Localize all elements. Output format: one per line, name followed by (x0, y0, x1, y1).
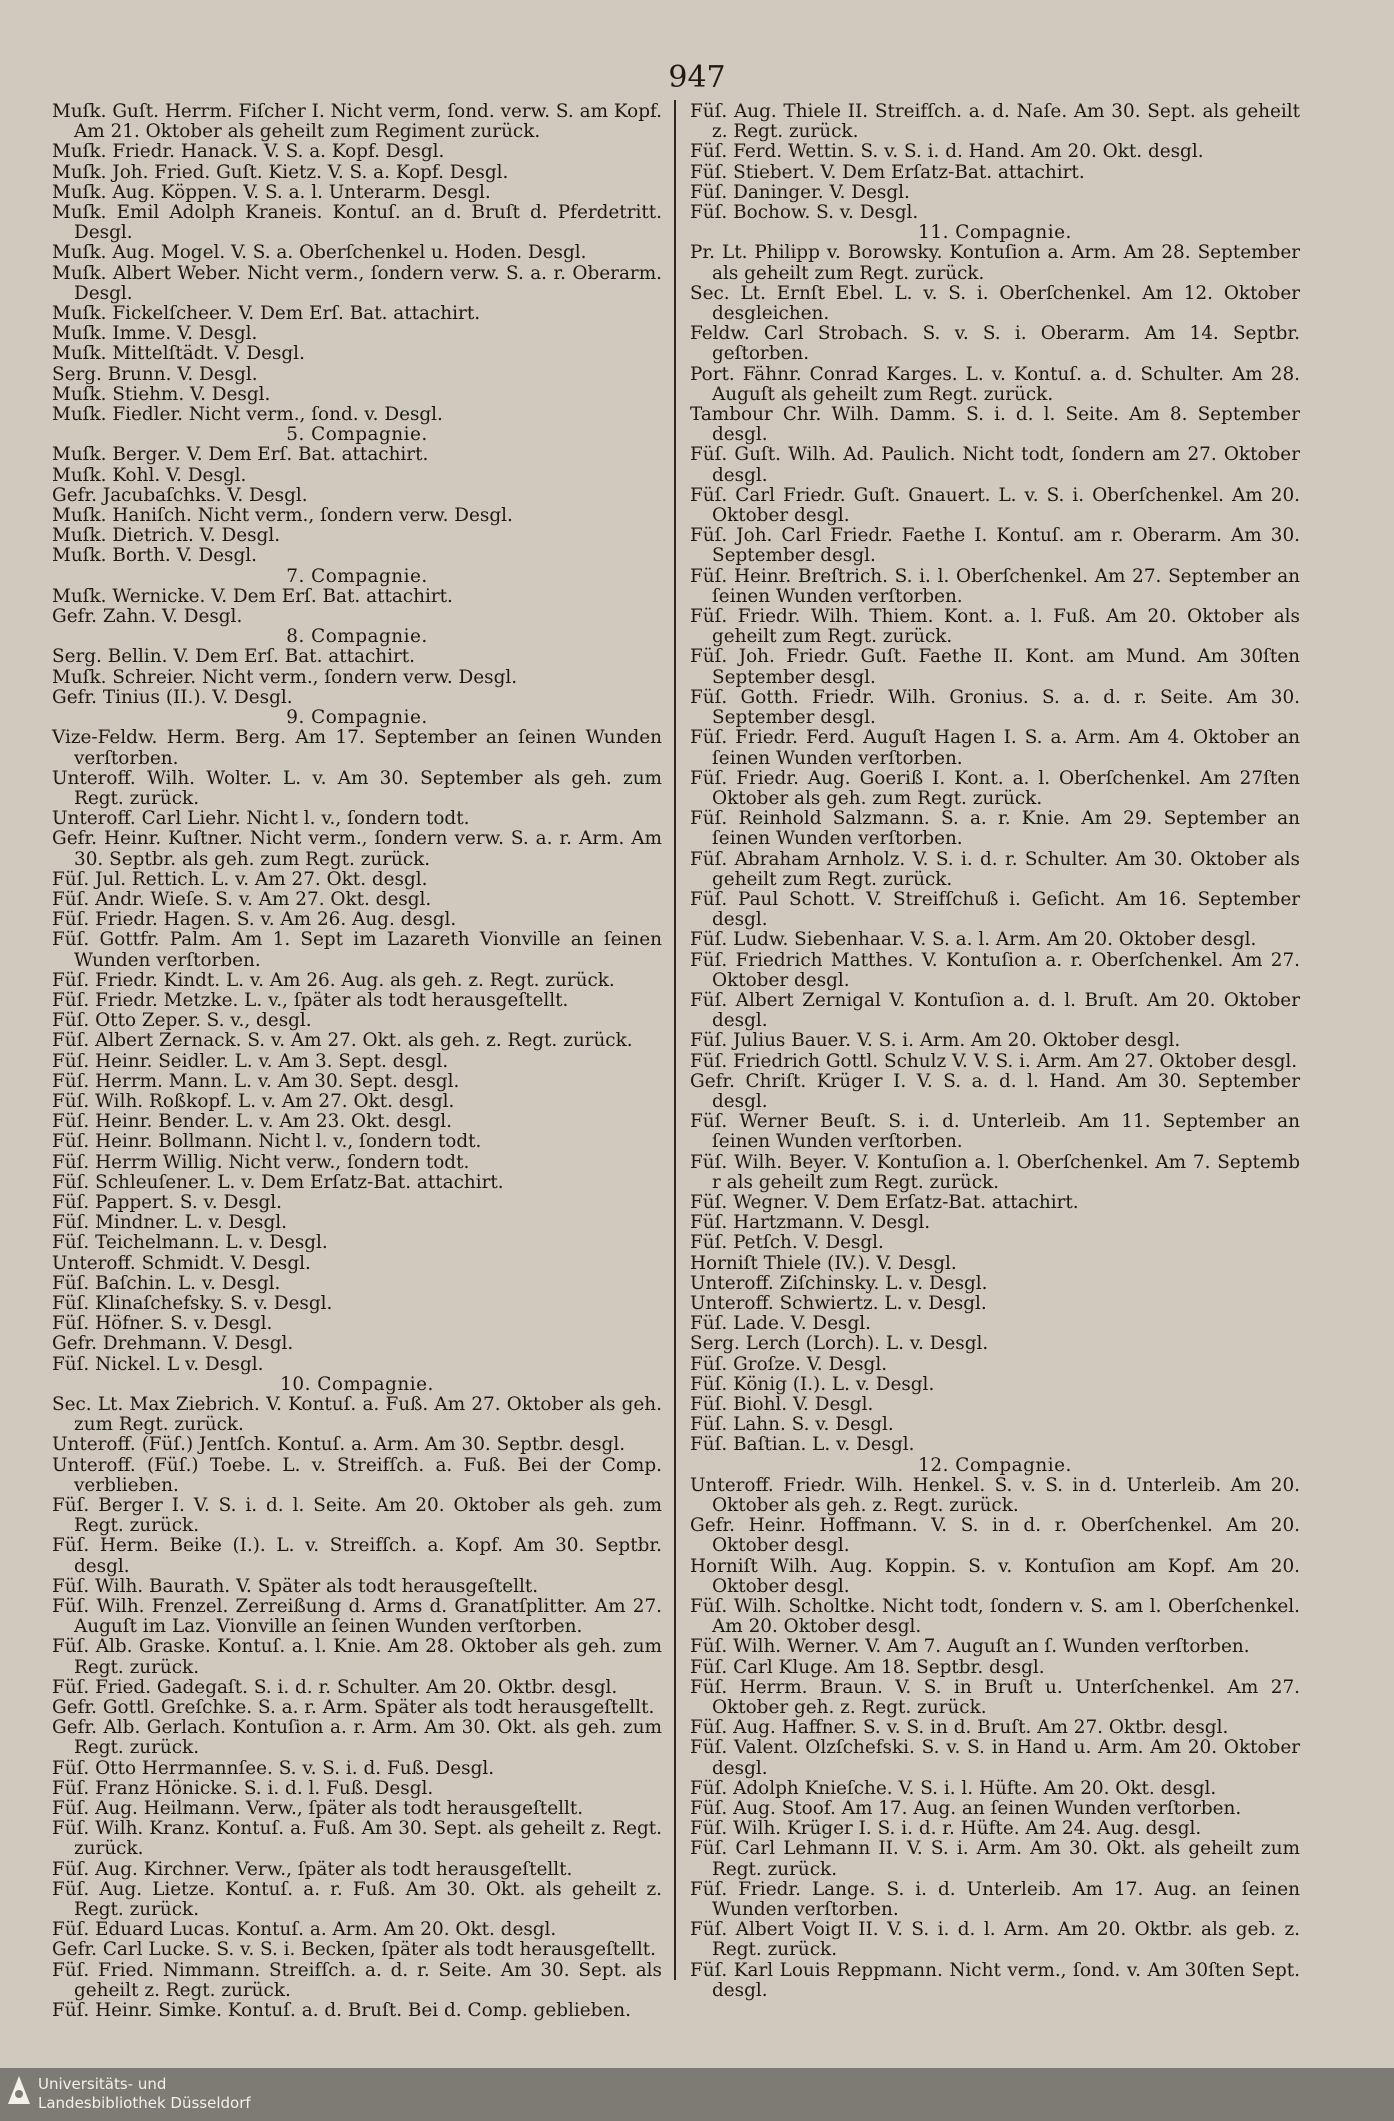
roster-entry: Füſ. Otto Herrmannſee. S. v. S. i. d. Fuß. Desgl. (52, 1757, 495, 1779)
roster-entry: Feldw. Carl Strobach. S. v. S. i. Oberarm. Am 14. Septbr. geſtorben. (690, 323, 1300, 365)
roster-entry: Füſ. Albert Zernack. S. v. Am 27. Okt. als geh. z. Regt. zurück. (52, 1030, 633, 1052)
roster-entry: Serg. Lerch (Lorch). L. v. Desgl. (690, 1333, 989, 1355)
roster-entry: Füſ. Andr. Wieſe. S. v. Am 27. Okt. desgl. (52, 888, 432, 910)
roster-entry: Füſ. Heinr. Seidler. L. v. Am 3. Sept. desgl. (52, 1050, 449, 1072)
roster-entry: Pr. Lt. Philipp v. Borowsky. Kontuſion a. Arm. Am 28. September als geheilt zum Regt. zurück. (690, 242, 1300, 284)
roster-entry: Füſ. Wilh. Frenzel. Zerreißung d. Arms d. Granatſplitter. Am 27. Auguſt im Laz. Vionville an ſeinen Wunden verſtorben. (52, 1596, 662, 1638)
company-heading: 10. Compagnie. (280, 1373, 434, 1395)
roster-entry: Füſ. Carl Lehmann II. V. S. i. Arm. Am 30. Okt. als geheilt zum Regt. zurück. (690, 1838, 1300, 1880)
roster-entry: Füſ. Paul Schott. V. Streifſchuß i. Geſicht. Am 16. September desgl. (690, 888, 1300, 931)
roster-entry: Füſ. Friedr. Metzke. L. v., ſpäter als todt herausgeſtellt. (52, 989, 569, 1011)
roster-entry: Füſ. Baſtian. L. v. Desgl. (690, 1434, 915, 1456)
roster-entry: Horniſt Wilh. Aug. Koppin. S. v. Kontuſion am Kopf. Am 20. Oktober desgl. (690, 1555, 1300, 1597)
roster-entry: Füſ. Friedr. Aug. Goeriß I. Kont. a. l. Oberſchenkel. Am 27ſten Oktober als geh. zum Regt. zurück. (690, 767, 1300, 809)
roster-entry: Füſ. Biohl. V. Desgl. (690, 1394, 874, 1415)
roster-entry: Füſ. Friedr. Kindt. L. v. Am 26. Aug. als geh. z. Regt. zurück. (52, 969, 615, 991)
roster-entry: Füſ. Eduard Lucas. Kontuſ. a. Arm. Am 20. Okt. desgl. (52, 1919, 557, 1941)
company-heading: 5. Compagnie. (286, 424, 428, 446)
roster-entry: Serg. Brunn. V. Desgl. (52, 363, 258, 385)
roster-entry: Füſ. Friedr. Wilh. Thiem. Kont. a. l. Fuß. Am 20. Oktober als geheilt zum Regt. zurück. (690, 606, 1300, 648)
roster-entry: Füſ. Teichelmann. L. v. Desgl. (52, 1232, 328, 1254)
roster-entry: Füſ. Herm. Beike (I.). L. v. Streifſch. a. Kopf. Am 30. Septbr. desgl. (52, 1535, 662, 1577)
roster-entry: Gefr. Carl Lucke. S. v. S. i. Becken, ſpäter als todt herausgeſtellt. (52, 1939, 657, 1961)
company-heading: 11. Compagnie. (918, 222, 1072, 244)
roster-entry: Gefr. Zahn. V. Desgl. (52, 606, 243, 628)
roster-entry: Gefr. Tinius (II.). V. Desgl. (52, 686, 293, 708)
roster-entry: Füſ. Wilh. Baurath. V. Später als todt herausgeſtellt. (52, 1575, 539, 1597)
roster-entry: Füſ. Aug. Thiele II. Streifſch. a. d. Naſe. Am 30. Sept. als geheilt z. Regt. zurück. (690, 101, 1300, 143)
roster-entry: Gefr. Jacubaſchks. V. Desgl. (52, 484, 308, 506)
roster-entry: Füſ. Daninger. V. Desgl. (690, 181, 910, 203)
roster-entry: Füſ. Friedr. Hagen. S. v. Am 26. Aug. desgl. (52, 909, 457, 931)
roster-entry: Muſk. Wernicke. V. Dem Erſ. Bat. attachirt. (52, 585, 453, 607)
roster-entry: Füſ. Friedr. Ferd. Auguſt Hagen I. S. a. Arm. Am 4. Oktober an ſeinen Wunden verſtorben. (690, 727, 1300, 769)
roster-entry: Muſk. Albert Weber. Nicht verm., ſondern verw. S. a. r. Oberarm. Desgl. (52, 262, 662, 304)
roster-entry: Füſ. Aug. Kirchner. Verw., ſpäter als todt herausgeſtellt. (52, 1858, 573, 1880)
roster-entry: Füſ. Lahn. S. v. Desgl. (690, 1414, 894, 1436)
roster-entry: Muſk. Kohl. V. Desgl. (52, 464, 247, 486)
roster-entry: Füſ. Schleuſener. L. v. Dem Erſatz-Bat. attachirt. (52, 1171, 504, 1193)
library-name-line2: Landesbibliothek Düsseldorf (38, 2094, 251, 2112)
roster-entry: Gefr. Heinr. Hoffmann. V. S. in d. r. Oberſchenkel. Am 20. Oktober desgl. (690, 1515, 1300, 1557)
roster-entry: Muſk. Haniſch. Nicht verm., ſondern verw. Desgl. (52, 505, 513, 527)
roster-entry: Füſ. Fried. Nimmann. Streifſch. a. d. r. Seite. Am 30. Sept. als geheilt z. Regt. zurück. (52, 1959, 662, 2001)
roster-entry: Füſ. Heinr. Bender. L. v. Am 23. Okt. desgl. (52, 1111, 452, 1133)
roster-entry: Füſ. Gotth. Friedr. Wilh. Gronius. S. a. d. r. Seite. Am 30. September desgl. (690, 686, 1300, 729)
roster-entry: Füſ. König (I.). L. v. Desgl. (690, 1373, 935, 1395)
roster-entry: Füſ. Höfner. S. v. Desgl. (52, 1313, 273, 1335)
column-divider (674, 100, 676, 1980)
roster-entry: Füſ. Reinhold Salzmann. S. a. r. Knie. Am 29. September an ſeinen Wunden verſtorben. (690, 808, 1300, 850)
roster-entry: Füſ. Petſch. V. Desgl. (690, 1232, 884, 1254)
roster-entry: Füſ. Joh. Friedr. Guſt. Faethe II. Kont. am Mund. Am 30ſten September desgl. (690, 646, 1300, 688)
roster-entry: Füſ. Alb. Graske. Kontuſ. a. l. Knie. Am 28. Oktober als geh. zum Regt. zurück. (52, 1636, 662, 1678)
roster-entry: Füſ. Fried. Gadegaſt. S. i. d. r. Schulter. Am 20. Oktbr. desgl. (52, 1676, 618, 1698)
roster-entry: Füſ. Valent. Olzſchefski. S. v. S. in Hand u. Arm. Am 20. Oktober desgl. (690, 1737, 1300, 1779)
roster-entry: Muſk. Berger. V. Dem Erſ. Bat. attachirt. (52, 444, 429, 466)
roster-entry: Unteroff. (Füſ.) Toebe. L. v. Streifſch. a. Fuß. Bei der Comp. verblieben. (52, 1454, 662, 1496)
roster-entry: Füſ. Carl Friedr. Guſt. Gnauert. L. v. S. i. Oberſchenkel. Am 20. Oktober desgl. (690, 484, 1300, 527)
roster-entry: Füſ. Aug. Heilmann. Verw., ſpäter als todt herausgeſtellt. (52, 1798, 584, 1820)
roster-entry: Füſ. Wegner. V. Dem Erſatz-Bat. attachirt. (690, 1191, 1079, 1213)
roster-entry: Füſ. Otto Zeper. S. v., desgl. (52, 1010, 312, 1032)
roster-entry: Füſ. Klinaſchefsky. S. v. Desgl. (52, 1292, 333, 1314)
roster-entry: Muſk. Borth. V. Desgl. (52, 545, 257, 567)
roster-entry: Muſk. Mittelſtädt. V. Desgl. (52, 343, 305, 365)
roster-entry: Füſ. Werner Beuſt. S. i. d. Unterleib. Am 11. September an ſeinen Wunden verſtorben. (690, 1111, 1300, 1153)
roster-entry: Füſ. Albert Voigt II. V. S. i. d. l. Arm. Am 20. Oktbr. als geb. z. Regt. zurück. (690, 1919, 1300, 1961)
roster-entry: Füſ. Herrm Willig. Nicht verw., ſondern todt. (52, 1151, 470, 1173)
roster-entry: Füſ. Wilh. Beyer. V. Kontuſion a. l. Oberſchenkel. Am 7. Septemb r als geheilt zum Regt. zurück. (690, 1151, 1300, 1193)
roster-entry: Unteroff. Ziſchinsky. L. v. Desgl. (690, 1272, 988, 1294)
roster-entry: Muſk. Fiedler. Nicht verm., ſond. v. Desgl. (52, 404, 443, 426)
roster-entry: Muſk. Stiehm. V. Desgl. (52, 383, 271, 405)
library-name-line1: Universitäts- und (38, 2075, 167, 2093)
company-heading: 9. Compagnie. (286, 707, 428, 729)
left-column (52, 101, 662, 2022)
roster-entry: Füſ. Albert Zernigal V. Kontuſion a. d. l. Bruſt. Am 20. Oktober desgl. (690, 989, 1300, 1032)
roster-entry: Port. Fähnr. Conrad Karges. L. v. Kontuſ. a. d. Schulter. Am 28. Auguſt als geheilt zum Regt. zurück. (690, 363, 1300, 405)
page-number: 947 (668, 60, 726, 95)
roster-entry: Füſ. Aug. Stoof. Am 17. Aug. an ſeinen Wunden verſtorben. (690, 1798, 1242, 1820)
roster-entry: Füſ. Carl Kluge. Am 18. Septbr. desgl. (690, 1656, 1045, 1678)
roster-entry: Füſ. Hartzmann. V. Desgl. (690, 1212, 931, 1234)
library-footer (0, 2068, 1394, 2121)
roster-entry: Unteroff. Friedr. Wilh. Henkel. S. v. S. in d. Unterleib. Am 20. Oktober als geh. z. Regt. zurück. (690, 1474, 1300, 1517)
roster-entry: Muſk. Joh. Fried. Guſt. Kietz. V. S. a. Kopf. Desgl. (52, 161, 509, 183)
roster-entry: Muſk. Friedr. Hanack. V. S. a. Kopf. Desgl. (52, 141, 445, 163)
roster-entry: Füſ. Joh. Carl Friedr. Faethe I. Kontuſ. am r. Oberarm. Am 30. September desgl. (690, 525, 1300, 567)
roster-entry: Horniſt Thiele (IV.). V. Desgl. (690, 1252, 957, 1274)
roster-entry: Füſ. Adolph Knieſche. V. S. i. l. Hüfte. Am 20. Okt. desgl. (690, 1777, 1217, 1799)
roster-entry: Muſk. Aug. Köppen. V. S. a. l. Unterarm. Desgl. (52, 181, 491, 203)
roster-entry: Füſ. Gottfr. Palm. Am 1. Sept im Lazareth Vionville an ſeinen Wunden verſtorben. (52, 929, 662, 971)
roster-entry: Füſ. Friedrich Matthes. V. Kontuſion a. r. Oberſchenkel. Am 27. Oktober desgl. (690, 949, 1300, 991)
roster-entry: Füſ. Bochow. S. v. Desgl. (690, 202, 919, 224)
roster-entry: Füſ. Ferd. Wettin. S. v. S. i. d. Hand. Am 20. Okt. desgl. (690, 141, 1204, 163)
roster-entry: Unteroff. Schmidt. V. Desgl. (52, 1252, 311, 1274)
roster-entry: Füſ. Wilh. Roßkopf. L. v. Am 27. Okt. desgl. (52, 1090, 455, 1112)
roster-entry: Füſ. Jul. Rettich. L. v. Am 27. Okt. desgl. (52, 868, 428, 890)
roster-entry: Füſ. Lade. V. Desgl. (690, 1313, 871, 1335)
roster-entry: Gefr. Drehmann. V. Desgl. (52, 1333, 294, 1355)
roster-entry: Muſk. Imme. V. Desgl. (52, 323, 258, 345)
roster-entry: Gefr. Gottl. Greſchke. S. a. r. Arm. Später als todt herausgeſtellt. (52, 1697, 655, 1719)
roster-entry: Muſk. Schreier. Nicht verm., ſondern verw. Desgl. (52, 666, 518, 688)
roster-entry: Füſ. Wilh. Scholtke. Nicht todt, ſondern v. S. am l. Oberſchenkel. Am 20. Oktober desgl. (690, 1596, 1300, 1638)
roster-entry: Muſk. Dietrich. V. Desgl. (52, 525, 281, 547)
roster-entry: Füſ. Ludw. Siebenhaar. V. S. a. l. Arm. Am 20. Oktober desgl. (690, 929, 1257, 951)
roster-entry: Füſ. Herrm. Mann. L. v. Am 30. Sept. desgl. (52, 1070, 460, 1092)
library-name (38, 2075, 251, 2113)
roster-entry: Tambour Chr. Wilh. Damm. S. i. d. l. Seite. Am 8. September desgl. (690, 404, 1300, 446)
roster-entry: Muſk. Aug. Mogel. V. S. a. Oberſchenkel u. Hoden. Desgl. (52, 242, 587, 264)
company-heading: 7. Compagnie. (286, 565, 428, 587)
roster-entry: Füſ. Baſchin. L. v. Desgl. (52, 1272, 281, 1294)
roster-entry: Füſ. Stiebert. V. Dem Erſatz-Bat. attachirt. (690, 161, 1085, 183)
roster-entry: Vize-Feldw. Herm. Berg. Am 17. September an ſeinen Wunden verſtorben. (52, 727, 662, 769)
roster-entry: Muſk. Guſt. Herrm. Fiſcher I. Nicht verm, ſond. verw. S. am Kopf. Am 21. Oktober als geheilt zum Regiment zurück. (52, 101, 662, 143)
roster-entry: Muſk. Fickelſcheer. V. Dem Erſ. Bat. attachirt. (52, 303, 481, 325)
company-heading: 8. Compagnie. (286, 626, 428, 648)
roster-entry: Füſ. Franz Hönicke. S. i. d. l. Fuß. Desgl. (52, 1777, 434, 1799)
roster-entry: Unteroff. Wilh. Wolter. L. v. Am 30. September als geh. zum Regt. zurück. (52, 767, 662, 809)
roster-entry: Füſ. Friedr. Lange. S. i. d. Unterleib. Am 17. Aug. an ſeinen Wunden verſtorben. (690, 1878, 1300, 1921)
roster-entry: Füſ. Pappert. S. v. Desgl. (52, 1191, 283, 1213)
roster-entry: Gefr. Chriſt. Krüger I. V. S. a. d. l. Hand. Am 30. September desgl. (690, 1070, 1300, 1112)
roster-entry: Sec. Lt. Max Ziebrich. V. Kontuſ. a. Fuß. Am 27. Oktober als geh. zum Regt. zurück. (52, 1394, 662, 1436)
roster-entry: Füſ. Wilh. Werner. V. Am 7. Auguſt an ſ. Wunden verſtorben. (690, 1636, 1250, 1658)
roster-entry: Füſ. Heinr. Simke. Kontuſ. a. d. Bruſt. Bei d. Comp. geblieben. (52, 2000, 631, 2022)
roster-entry: Unteroff. Schwiertz. L. v. Desgl. (690, 1292, 987, 1314)
roster-entry: Füſ. Herrm. Braun. V. S. in Bruſt u. Unterſchenkel. Am 27. Oktober geh. z. Regt. zurück. (690, 1676, 1300, 1719)
roster-entry: Füſ. Aug. Lietze. Kontuſ. a. r. Fuß. Am 30. Okt. als geheilt z. Regt. zurück. (52, 1878, 662, 1921)
roster-entry: Füſ. Mindner. L. v. Desgl. (52, 1212, 287, 1234)
roster-entry: Unteroff. (Füſ.) Jentſch. Kontuſ. a. Arm. Am 30. Septbr. desgl. (52, 1434, 626, 1456)
roster-entry: Füſ. Heinr. Bollmann. Nicht l. v., ſondern todt. (52, 1131, 482, 1153)
roster-entry: Muſk. Emil Adolph Kraneis. Kontuſ. an d. Bruſt d. Pferdetritt. Desgl. (52, 202, 662, 244)
right-column (690, 101, 1300, 2001)
roster-entry: Füſ. Berger I. V. S. i. d. l. Seite. Am 20. Oktober als geh. zum Regt. zurück. (52, 1495, 662, 1537)
roster-entry: Füſ. Nickel. L v. Desgl. (52, 1353, 264, 1375)
roster-entry: Füſ. Heinr. Breſtrich. S. i. l. Oberſchenkel. Am 27. September an ſeinen Wunden verſtorben. (690, 565, 1300, 607)
library-logo-icon (6, 2074, 32, 2110)
roster-entry: Gefr. Heinr. Kuſtner. Nicht verm., ſondern verw. S. a. r. Arm. Am 30. Septbr. als geh. zum Regt. zurück. (52, 828, 662, 870)
roster-entry: Gefr. Alb. Gerlach. Kontuſion a. r. Arm. Am 30. Okt. als geh. zum Regt. zurück. (52, 1717, 662, 1759)
roster-entry: Füſ. Karl Louis Reppmann. Nicht verm., ſond. v. Am 30ſten Sept. desgl. (690, 1959, 1300, 2001)
company-heading: 12. Compagnie. (918, 1454, 1072, 1476)
roster-entry: Füſ. Groſze. V. Desgl. (690, 1353, 888, 1375)
roster-entry: Füſ. Aug. Haffner. S. v. S. in d. Bruſt. Am 27. Oktbr. desgl. (690, 1717, 1229, 1739)
roster-entry: Füſ. Julius Bauer. V. S. i. Arm. Am 20. Oktober desgl. (690, 1030, 1181, 1052)
roster-entry: Sec. Lt. Ernſt Ebel. L. v. S. i. Oberſchenkel. Am 12. Oktober desgleichen. (690, 282, 1300, 325)
roster-entry: Füſ. Wilh. Krüger I. S. i. d. r. Hüfte. Am 24. Aug. desgl. (690, 1818, 1202, 1840)
roster-entry: Füſ. Wilh. Kranz. Kontuſ. a. Fuß. Am 30. Sept. als geheilt z. Regt. zurück. (52, 1818, 662, 1860)
roster-entry: Serg. Bellin. V. Dem Erſ. Bat. attachirt. (52, 646, 416, 668)
roster-entry: Füſ. Friedrich Gottl. Schulz V. V. S. i. Arm. Am 27. Oktober desgl. (690, 1050, 1298, 1072)
roster-entry: Füſ. Abraham Arnholz. V. S. i. d. r. Schulter. Am 30. Oktober als geheilt zum Regt. zurück. (690, 848, 1300, 890)
roster-entry: Unteroff. Carl Liehr. Nicht l. v., ſondern todt. (52, 808, 470, 830)
roster-entry: Füſ. Guſt. Wilh. Ad. Paulich. Nicht todt, ſondern am 27. Oktober desgl. (690, 444, 1300, 486)
